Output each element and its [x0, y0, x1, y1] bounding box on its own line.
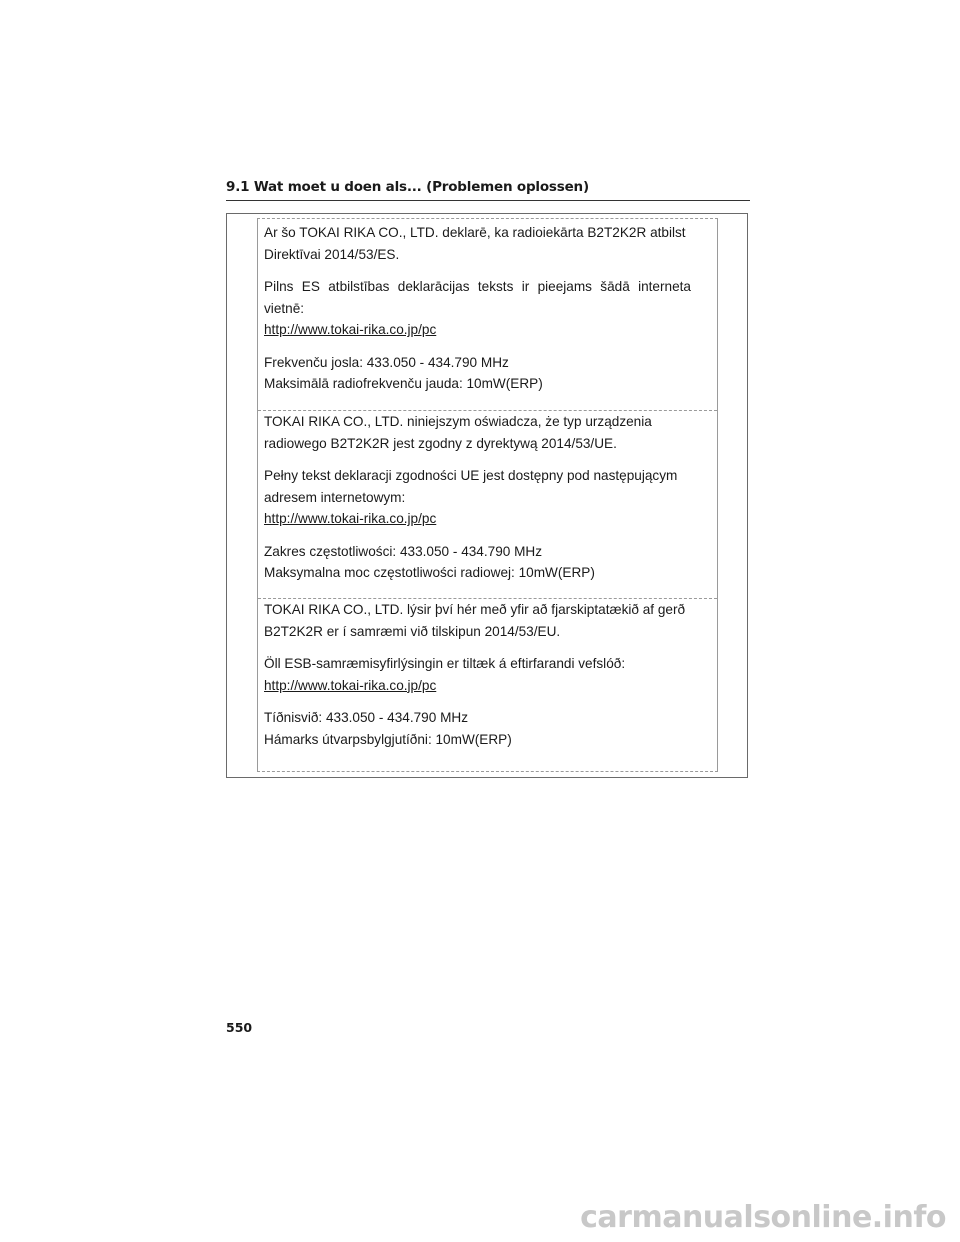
- icelandic-declaration-link[interactable]: http://www.tokai-rika.co.jp/pc: [264, 677, 437, 693]
- watermark-logo: carmanualsonline.info: [580, 1200, 946, 1235]
- declaration-latvian: [258, 222, 717, 395]
- icelandic-fulltext-line-1: Öll ESB-samræmisyfirlýsingin er tiltæk á eftirfarandi vefslóð:: [264, 656, 626, 671]
- latvian-fulltext-line-2: vietnē:: [264, 300, 305, 316]
- latvian-declaration-link[interactable]: http://www.tokai-rika.co.jp/pc: [264, 322, 437, 337]
- icelandic-statement-line-1: TOKAI RIKA CO., LTD. lýsir því hér með yfir að fjarskiptatækið af gerð: [264, 602, 686, 617]
- polish-fulltext-line-1: Pełny tekst deklaracji zgodności UE jest dostępny pod następującym: [264, 468, 678, 483]
- declaration-table: [257, 218, 718, 772]
- word: deklarācijas: [397, 279, 470, 294]
- icelandic-frequency-band: Tíðnisvið: 433.050 - 434.790 MHz: [264, 710, 469, 725]
- word: teksts: [477, 279, 514, 294]
- latvian-statement-line-1: Ar šo TOKAI RIKA CO., LTD. deklarē, ka radioiekārta B2T2K2R atbilst: [264, 225, 686, 240]
- declaration-icelandic: [258, 599, 717, 750]
- icelandic-max-power: Hámarks útvarpsbylgjutíðni: 10mW(ERP): [264, 731, 512, 747]
- icelandic-statement-line-2: B2T2K2R er í samræmi við tilskipun 2014/53/EU.: [264, 623, 561, 639]
- word: ir: [521, 279, 530, 294]
- word: Pilns: [264, 279, 294, 294]
- word: pieejams: [537, 279, 592, 294]
- word: interneta: [638, 279, 691, 294]
- declaration-polish: [258, 411, 717, 584]
- latvian-max-power: Maksimālā radiofrekvenču jauda: 10mW(ERP): [264, 376, 543, 391]
- word: atbilstības: [328, 279, 390, 294]
- page-header: [226, 178, 750, 201]
- polish-declaration-link[interactable]: http://www.tokai-rika.co.jp/pc: [264, 511, 437, 526]
- polish-frequency-band: Zakres częstotliwości: 433.050 - 434.790 MHz: [264, 543, 543, 559]
- polish-statement-line-1: TOKAI RIKA CO., LTD. niniejszym oświadcza, że typ urządzenia: [264, 414, 652, 429]
- section-title: 9.1 Wat moet u doen als... (Problemen oplossen): [226, 179, 589, 195]
- page-number: 550: [226, 1020, 253, 1035]
- polish-statement-line-2: radiowego B2T2K2R jest zgodny z dyrektywą 2014/53/UE.: [264, 435, 617, 451]
- polish-max-power: Maksymalna moc częstotliwości radiowej: 10mW(ERP): [264, 565, 595, 580]
- latvian-statement-line-2: Direktīvai 2014/53/ES.: [264, 246, 400, 262]
- polish-fulltext-line-2: adresem internetowym:: [264, 489, 406, 505]
- word: šādā: [600, 279, 630, 294]
- latvian-frequency-band: Frekvenču josla: 433.050 - 434.790 MHz: [264, 354, 509, 370]
- latvian-fulltext-line-1: [264, 276, 691, 298]
- word: ES: [301, 279, 320, 294]
